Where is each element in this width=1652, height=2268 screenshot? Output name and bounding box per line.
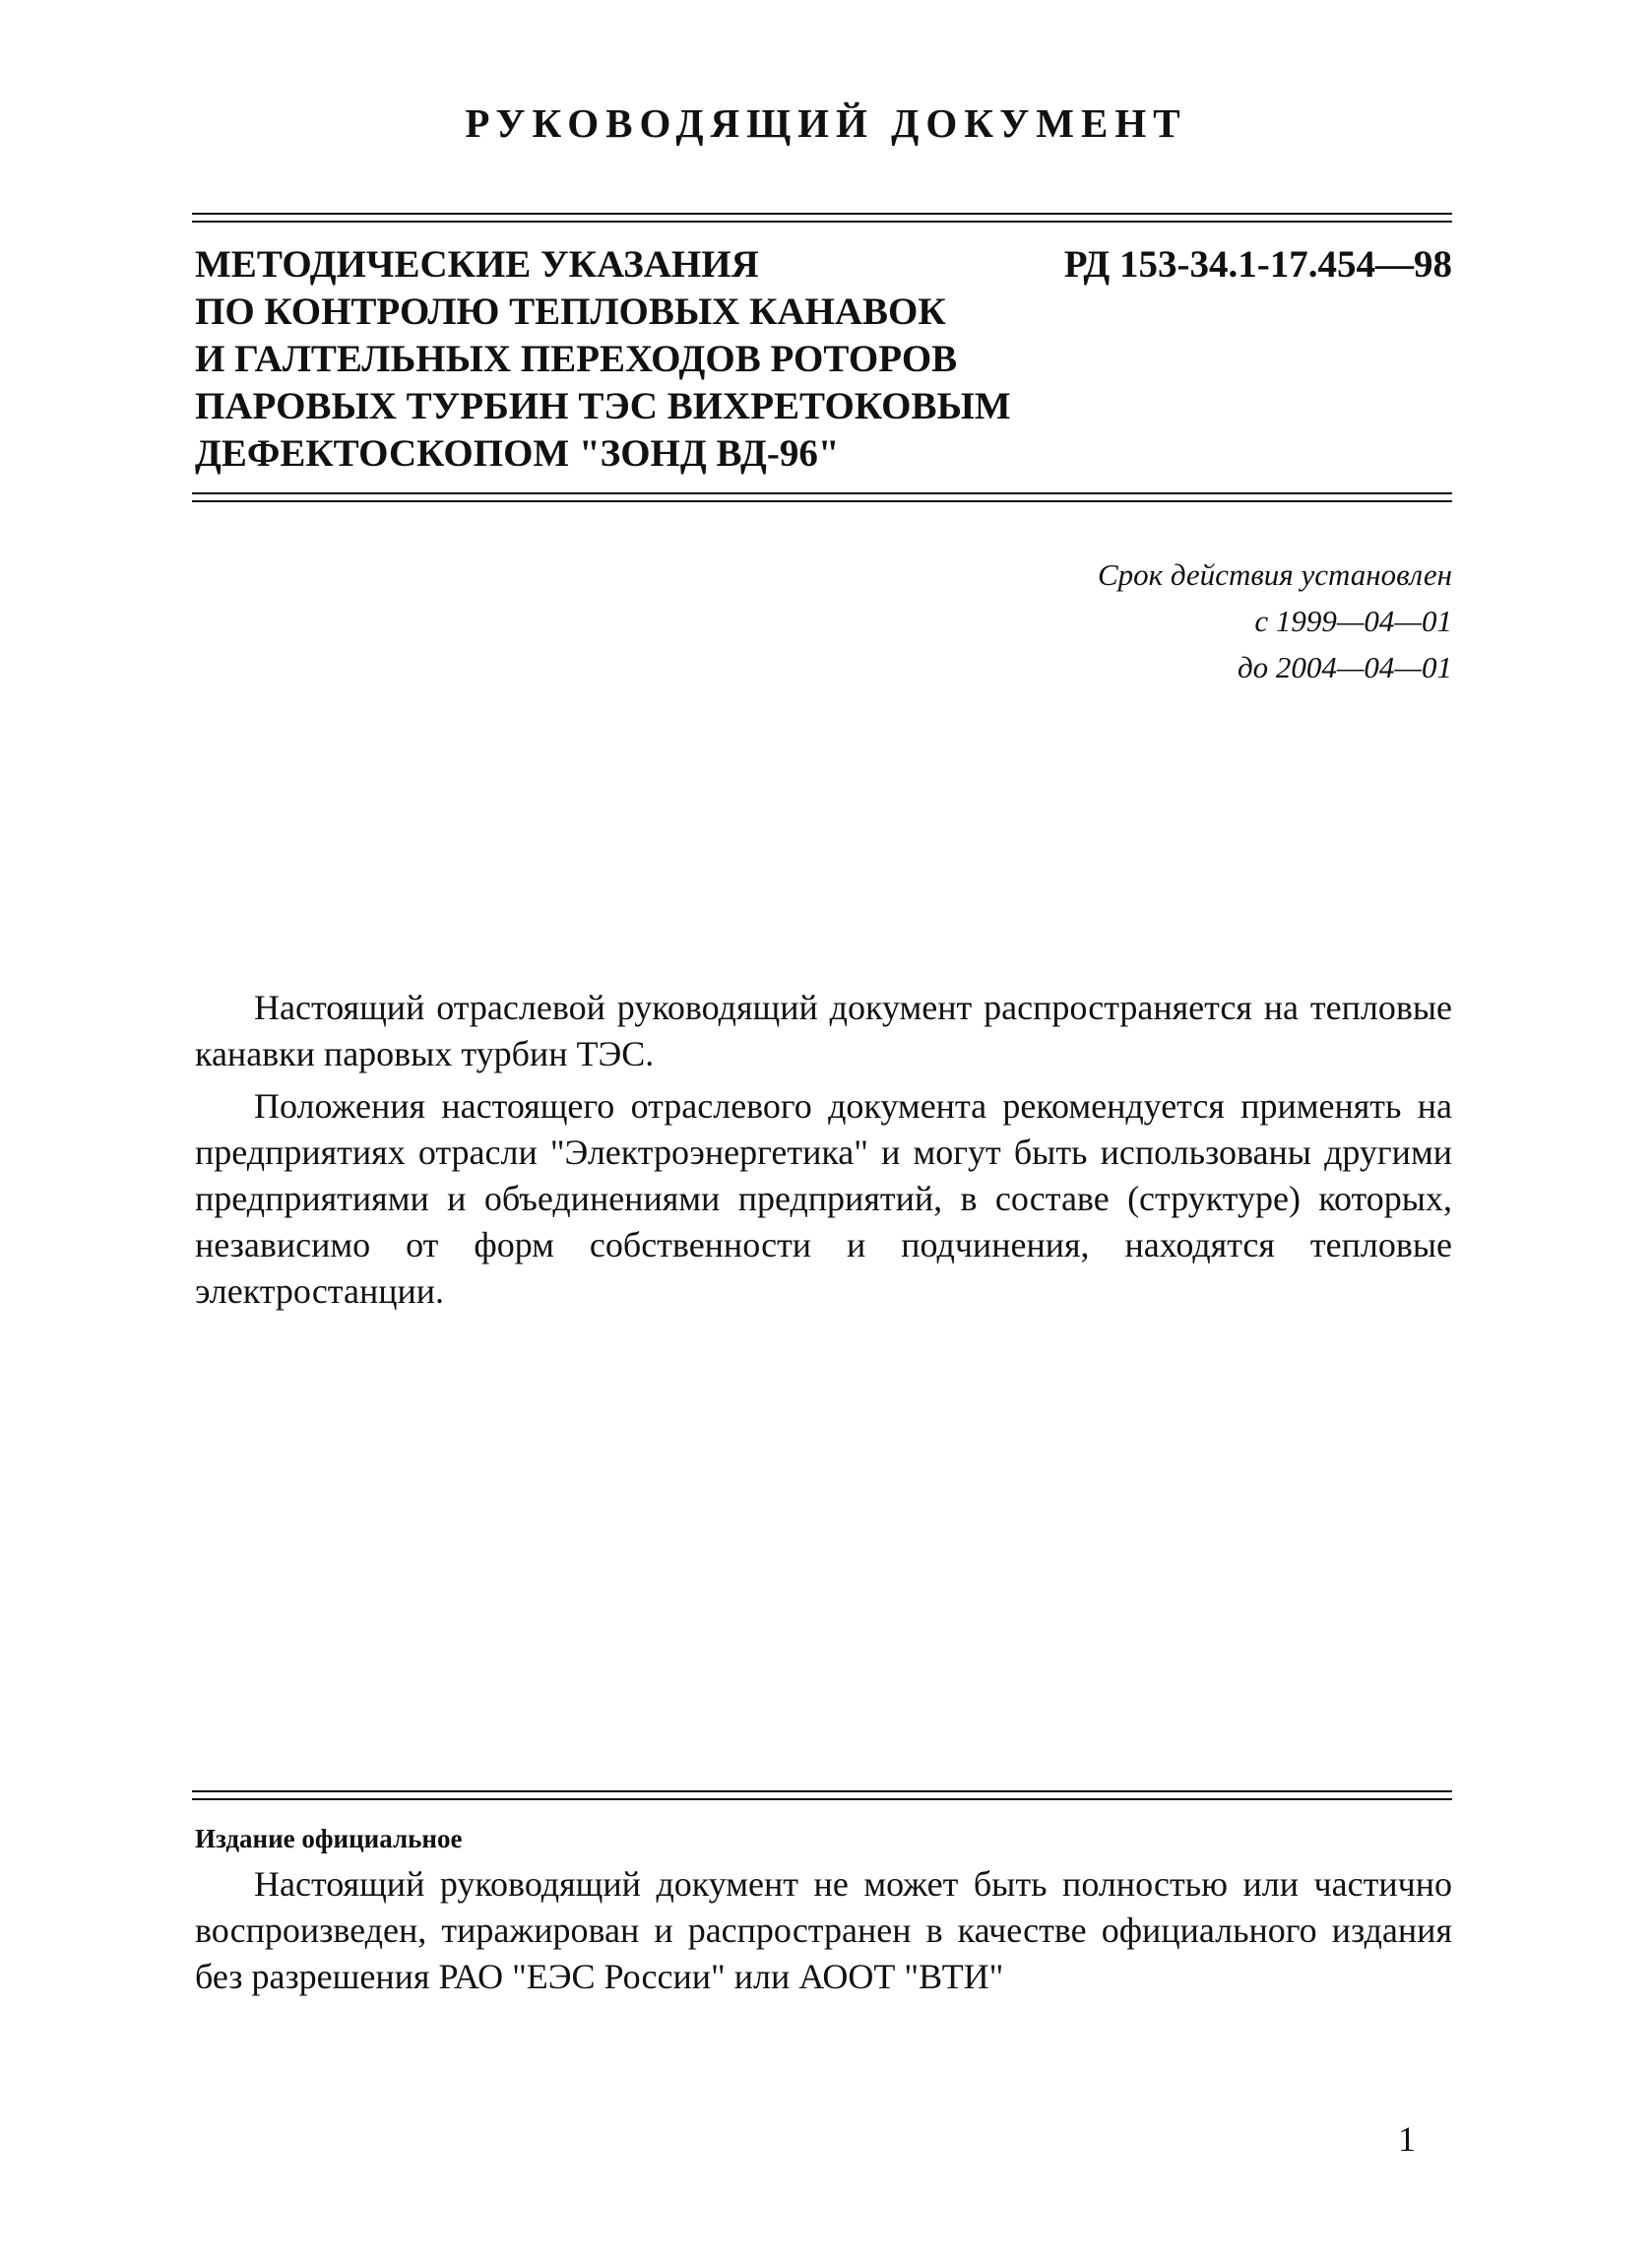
document-title [195, 241, 1061, 478]
validity-label: Срок действия установлен [1097, 557, 1452, 592]
body-text [195, 985, 1452, 1321]
title-line: МЕТОДИЧЕСКИЕ УКАЗАНИЯ [195, 243, 759, 286]
validity-period [1098, 551, 1452, 690]
title-line: ДЕФЕКТОСКОПОМ "ЗОНД ВД-96" [195, 432, 840, 475]
title-line: И ГАЛТЕЛЬНЫХ ПЕРЕХОДОВ РОТОРОВ [195, 338, 958, 380]
validity-from: с 1999—04—01 [1254, 604, 1452, 638]
title-line: ПАРОВЫХ ТУРБИН ТЭС ВИХРЕТОКОВЫМ [195, 385, 1011, 427]
middle-double-rule [192, 492, 1452, 502]
document-type-heading: РУКОВОДЯЩИЙ ДОКУМЕНТ [465, 100, 1187, 146]
official-edition-notice: Настоящий руководящий документ не может быть полностью или частично воспроизведен, тиражирован и распространен в качестве официального издания без разрешения РАО "ЕЭС России" или АООТ "ВТИ" [195, 1864, 1452, 1996]
title-line: ПО КОНТРОЛЮ ТЕПЛОВЫХ КАНАВОК [195, 291, 946, 333]
document-code: РД 153-34.1-17.454—98 [1063, 243, 1452, 286]
bottom-double-rule [192, 1790, 1452, 1800]
validity-to: до 2004—04—01 [1237, 650, 1452, 684]
top-double-rule [192, 213, 1452, 223]
body-paragraph: Положения настоящего отраслевого документа рекомендуется применять на предприятиях отрасли "Электроэнергетика" и могут быть использованы другими предприятиями и объединениями предприятий, в составе (структуре) которых, независимо от форм собственности и подчинения, находятся тепловые электростанции. [195, 1086, 1452, 1311]
page-number: 1 [1398, 2119, 1416, 2159]
official-edition-label: Издание официальное [195, 1824, 463, 1853]
body-paragraph: Настоящий отраслевой руководящий документ распространяется на тепловые канавки паровых турбин ТЭС. [195, 988, 1452, 1073]
